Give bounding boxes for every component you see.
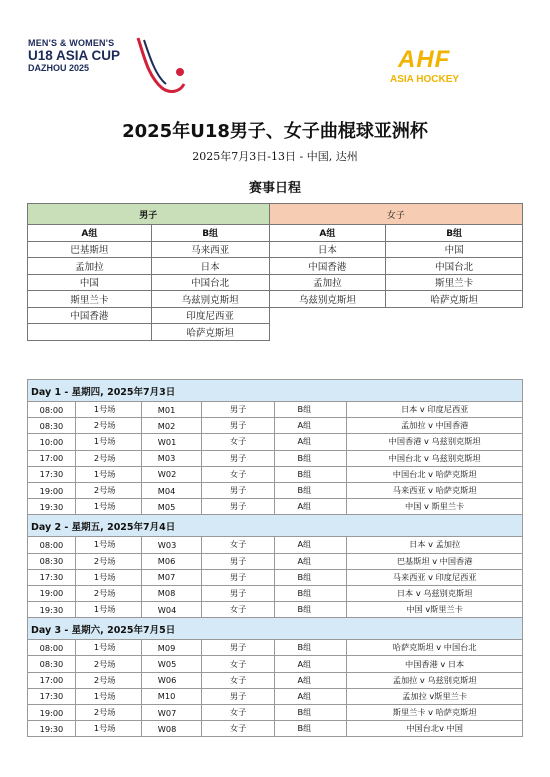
match-code: W05 <box>141 656 201 672</box>
match-time: 10:00 <box>28 434 76 450</box>
match-code: W07 <box>141 705 201 721</box>
match-group: B组 <box>275 705 347 721</box>
ahf-logo <box>388 46 488 92</box>
group-team: 孟加拉 <box>28 258 152 275</box>
women-group-a-header: A组 <box>269 225 386 242</box>
match-teams: 中国 v斯里兰卡 <box>347 602 523 618</box>
match-venue: 1号场 <box>75 602 141 618</box>
match-group: A组 <box>275 688 347 704</box>
match-teams: 日本 v 乌兹别克斯坦 <box>347 585 523 601</box>
match-gender: 男子 <box>201 640 275 656</box>
match-gender: 男子 <box>201 418 275 434</box>
match-code: M01 <box>141 402 201 418</box>
match-teams: 孟加拉 v 中国香港 <box>347 418 523 434</box>
match-gender: 男子 <box>201 482 275 498</box>
group-team: 马来西亚 <box>151 241 269 258</box>
match-time: 08:30 <box>28 418 76 434</box>
match-group: A组 <box>275 499 347 515</box>
match-time: 19:00 <box>28 585 76 601</box>
group-team: 中国台北 <box>386 258 523 275</box>
match-teams: 马来西亚 v 印度尼西亚 <box>347 569 523 585</box>
match-time: 19:30 <box>28 721 76 737</box>
match-group: B组 <box>275 640 347 656</box>
groups-row <box>28 291 523 308</box>
match-gender: 男子 <box>201 499 275 515</box>
match-group: B组 <box>275 569 347 585</box>
match-time: 08:30 <box>28 553 76 569</box>
groups-subheader-row <box>28 225 523 242</box>
group-team: 中国台北 <box>151 274 269 291</box>
group-team <box>28 324 152 341</box>
event-logo-line1: MEN'S & WOMEN'S <box>28 38 115 48</box>
event-logo-line3: DAZHOU 2025 <box>28 63 90 73</box>
match-code: M06 <box>141 553 201 569</box>
match-row <box>28 418 523 434</box>
match-row <box>28 640 523 656</box>
match-row <box>28 656 523 672</box>
match-venue: 1号场 <box>75 721 141 737</box>
match-time: 17:00 <box>28 672 76 688</box>
match-code: W01 <box>141 434 201 450</box>
match-venue: 2号场 <box>75 585 141 601</box>
hockey-stick-icon <box>134 36 190 96</box>
match-venue: 2号场 <box>75 418 141 434</box>
schedule-heading: 赛事日程 <box>248 181 301 196</box>
match-group: A组 <box>275 537 347 553</box>
group-team: 中国 <box>386 241 523 258</box>
match-teams: 中国香港 v 乌兹别克斯坦 <box>347 434 523 450</box>
match-venue: 2号场 <box>75 705 141 721</box>
group-team: 巴基斯坦 <box>28 241 152 258</box>
group-empty <box>269 307 386 324</box>
day-title: Day 1 - 星期四, 2025年7月3日 <box>28 380 523 402</box>
match-teams: 孟加拉 v 乌兹别克斯坦 <box>347 672 523 688</box>
group-team: 哈萨克斯坦 <box>386 291 523 308</box>
group-team: 乌兹别克斯坦 <box>269 291 386 308</box>
match-time: 08:00 <box>28 537 76 553</box>
group-empty <box>386 324 523 341</box>
page-title: 2025年U18男子、女子曲棍球亚洲杯 <box>122 121 428 142</box>
men-header: 男子 <box>28 204 270 225</box>
match-code: W04 <box>141 602 201 618</box>
day-title: Day 2 - 星期五, 2025年7月4日 <box>28 515 523 537</box>
match-row <box>28 537 523 553</box>
match-time: 17:00 <box>28 450 76 466</box>
match-venue: 1号场 <box>75 466 141 482</box>
match-group: B组 <box>275 721 347 737</box>
match-group: A组 <box>275 672 347 688</box>
group-empty <box>269 324 386 341</box>
match-teams: 中国香港 v 日本 <box>347 656 523 672</box>
match-gender: 男子 <box>201 688 275 704</box>
match-gender: 女子 <box>201 602 275 618</box>
day-title: Day 3 - 星期六, 2025年7月5日 <box>28 618 523 640</box>
match-gender: 女子 <box>201 656 275 672</box>
match-teams: 中国台北 v 乌兹别克斯坦 <box>347 450 523 466</box>
schedule-table <box>27 379 523 737</box>
match-group: A组 <box>275 434 347 450</box>
match-time: 08:00 <box>28 402 76 418</box>
groups-row <box>28 258 523 275</box>
match-gender: 女子 <box>201 672 275 688</box>
match-gender: 男子 <box>201 569 275 585</box>
match-code: W06 <box>141 672 201 688</box>
match-code: M03 <box>141 450 201 466</box>
groups-row <box>28 274 523 291</box>
match-venue: 1号场 <box>75 537 141 553</box>
match-row <box>28 721 523 737</box>
match-teams: 巴基斯坦 v 中国香港 <box>347 553 523 569</box>
match-row <box>28 434 523 450</box>
match-time: 19:00 <box>28 705 76 721</box>
match-gender: 女子 <box>201 537 275 553</box>
match-teams: 中国台北 v 哈萨克斯坦 <box>347 466 523 482</box>
event-logo-line2: U18 ASIA CUP <box>28 48 121 63</box>
group-team: 中国 <box>28 274 152 291</box>
group-empty <box>386 307 523 324</box>
group-team: 日本 <box>151 258 269 275</box>
group-team: 孟加拉 <box>269 274 386 291</box>
match-teams: 中国 v 斯里兰卡 <box>347 499 523 515</box>
match-row <box>28 402 523 418</box>
match-time: 17:30 <box>28 466 76 482</box>
match-code: W08 <box>141 721 201 737</box>
match-gender: 女子 <box>201 434 275 450</box>
match-gender: 男子 <box>201 402 275 418</box>
match-row <box>28 602 523 618</box>
match-code: M08 <box>141 585 201 601</box>
match-venue: 1号场 <box>75 688 141 704</box>
match-code: W02 <box>141 466 201 482</box>
match-venue: 1号场 <box>75 640 141 656</box>
match-teams: 中国台北v 中国 <box>347 721 523 737</box>
match-code: M10 <box>141 688 201 704</box>
match-code: W03 <box>141 537 201 553</box>
match-time: 08:00 <box>28 640 76 656</box>
match-teams: 斯里兰卡 v 哈萨克斯坦 <box>347 705 523 721</box>
match-gender: 女子 <box>201 705 275 721</box>
match-code: M04 <box>141 482 201 498</box>
match-row <box>28 466 523 482</box>
match-time: 08:30 <box>28 656 76 672</box>
match-group: B组 <box>275 466 347 482</box>
match-row <box>28 688 523 704</box>
groups-row <box>28 307 523 324</box>
match-time: 17:30 <box>28 688 76 704</box>
men-group-a-header: A组 <box>28 225 152 242</box>
group-team: 日本 <box>269 241 386 258</box>
match-group: A组 <box>275 418 347 434</box>
match-venue: 1号场 <box>75 434 141 450</box>
match-time: 17:30 <box>28 569 76 585</box>
match-venue: 1号场 <box>75 569 141 585</box>
match-gender: 男子 <box>201 450 275 466</box>
group-team: 斯里兰卡 <box>28 291 152 308</box>
match-teams: 日本 v 印度尼西亚 <box>347 402 523 418</box>
match-group: B组 <box>275 402 347 418</box>
match-row <box>28 569 523 585</box>
group-team: 中国香港 <box>28 307 152 324</box>
match-teams: 马来西亚 v 哈萨克斯坦 <box>347 482 523 498</box>
group-team: 中国香港 <box>269 258 386 275</box>
match-code: M02 <box>141 418 201 434</box>
group-team: 印度尼西亚 <box>151 307 269 324</box>
match-venue: 2号场 <box>75 672 141 688</box>
page-subtitle: 2025年7月3日-13日 - 中国, 达州 <box>192 150 358 163</box>
match-gender: 女子 <box>201 466 275 482</box>
match-gender: 男子 <box>201 553 275 569</box>
match-venue: 2号场 <box>75 656 141 672</box>
ahf-logo-text: ASIA HOCKEY <box>390 74 460 85</box>
match-group: A组 <box>275 553 347 569</box>
match-row <box>28 585 523 601</box>
match-group: B组 <box>275 450 347 466</box>
match-teams: 孟加拉 v斯里兰卡 <box>347 688 523 704</box>
match-code: M05 <box>141 499 201 515</box>
match-time: 19:30 <box>28 499 76 515</box>
match-teams: 日本 v 孟加拉 <box>347 537 523 553</box>
groups-table <box>27 203 523 341</box>
groups-row <box>28 324 523 341</box>
day-header-row <box>28 618 523 640</box>
match-gender: 女子 <box>201 721 275 737</box>
women-header: 女子 <box>269 204 523 225</box>
match-row <box>28 553 523 569</box>
match-group: B组 <box>275 482 347 498</box>
ahf-logo-mark: AHF <box>398 46 451 73</box>
match-code: M07 <box>141 569 201 585</box>
match-row <box>28 482 523 498</box>
match-row <box>28 705 523 721</box>
match-venue: 2号场 <box>75 482 141 498</box>
group-team: 哈萨克斯坦 <box>151 324 269 341</box>
men-group-b-header: B组 <box>151 225 269 242</box>
match-group: B组 <box>275 602 347 618</box>
match-venue: 2号场 <box>75 553 141 569</box>
match-teams: 哈萨克斯坦 v 中国台北 <box>347 640 523 656</box>
groups-row <box>28 241 523 258</box>
match-row <box>28 499 523 515</box>
event-logo <box>28 36 188 96</box>
women-group-b-header: B组 <box>386 225 523 242</box>
day-header-row <box>28 515 523 537</box>
match-gender: 男子 <box>201 585 275 601</box>
match-time: 19:00 <box>28 482 76 498</box>
match-venue: 1号场 <box>75 499 141 515</box>
match-row <box>28 450 523 466</box>
match-code: M09 <box>141 640 201 656</box>
match-group: A组 <box>275 656 347 672</box>
match-time: 19:30 <box>28 602 76 618</box>
group-team: 斯里兰卡 <box>386 274 523 291</box>
match-venue: 1号场 <box>75 402 141 418</box>
day-header-row <box>28 380 523 402</box>
match-venue: 2号场 <box>75 450 141 466</box>
match-group: B组 <box>275 585 347 601</box>
match-row <box>28 672 523 688</box>
group-team: 乌兹别克斯坦 <box>151 291 269 308</box>
